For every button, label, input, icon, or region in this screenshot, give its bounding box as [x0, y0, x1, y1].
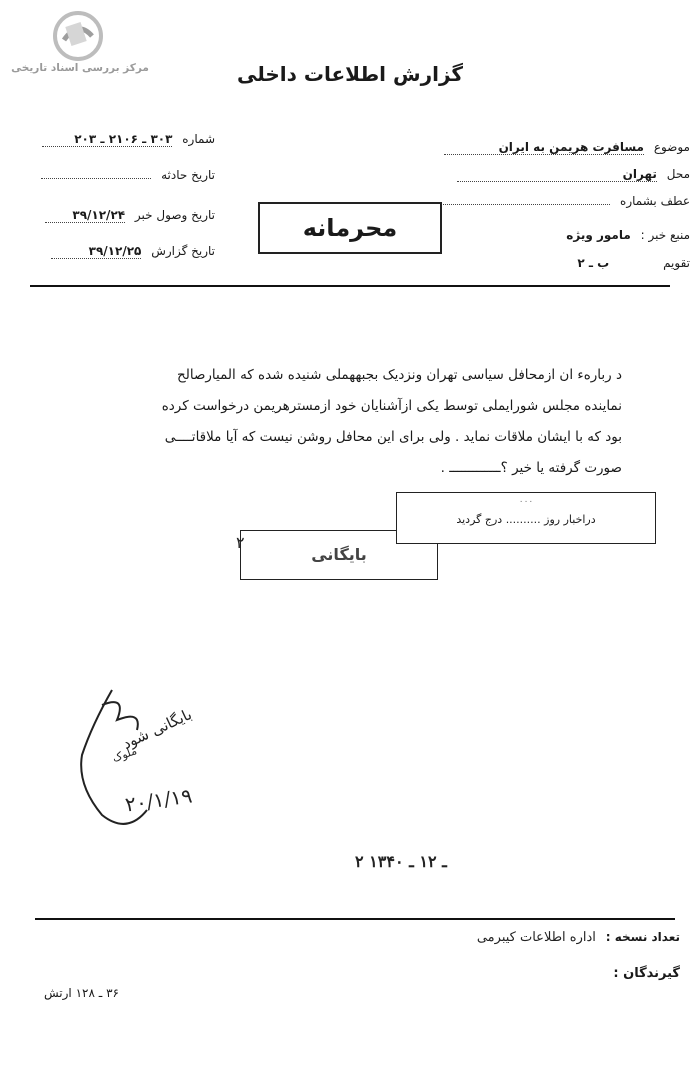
footer-recipients: گیرندگان :	[613, 966, 680, 981]
field-source-label: منبع خبر :	[640, 228, 690, 242]
header-divider	[30, 285, 670, 287]
archive-number: ۲	[236, 533, 245, 552]
field-event-date-value	[41, 178, 151, 179]
field-number-value: ۳۰۳ ـ ۲۱۰۶ ـ ۲۰۳	[42, 132, 172, 147]
handwritten-note: بایگانی شود	[119, 705, 195, 753]
newspaper-stamp-small: ۰۰۰	[518, 497, 534, 507]
field-received-date	[10, 208, 215, 223]
footer-divider	[35, 918, 675, 920]
handwritten-date: ۲۰/۱/۱۹	[123, 783, 194, 817]
field-number	[10, 132, 215, 147]
confidential-stamp: محرمانه	[258, 202, 442, 254]
body-line: بود که با ایشان ملاقات نماید . ولی برای این محافل روشن نیست که آیا ملاقاتــــی	[164, 429, 622, 445]
archive-hand-stamp: بایگانی	[240, 530, 438, 580]
field-number-label: شماره	[182, 132, 215, 146]
form-number: ۳۶ ـ ۱۲۸ ارتش	[44, 986, 119, 1000]
field-reference-value	[440, 204, 610, 205]
field-subject	[430, 140, 690, 155]
footer-copies-value: اداره اطلاعات کیبرمی	[476, 930, 596, 945]
field-location-value: تهران	[457, 167, 657, 182]
body-line: صورت گرفته یا خیر ؟ـــــــــــــ .	[440, 460, 622, 476]
footer-copies-label: تعداد نسخه :	[605, 930, 680, 944]
field-event-date	[10, 168, 215, 182]
body-line: د ربارهء ان ازمحافل سیاسی تهران ونزدیک بجبههملی شنیده شده که المیارصالح	[177, 367, 622, 383]
report-body	[62, 360, 622, 484]
field-subject-value: مسافرت هریمن به ایران	[444, 140, 644, 155]
field-location-label: محل	[666, 167, 690, 181]
field-source-value: مامور ویژه	[566, 228, 631, 242]
field-reference-label: عطف بشماره	[620, 194, 690, 208]
archive-caption: مرکز بررسی اسناد تاریخی	[11, 62, 149, 74]
field-received-date-label: تاریخ وصول خبر	[134, 208, 215, 222]
archive-logo-icon	[52, 10, 104, 62]
field-source	[490, 228, 690, 242]
report-title: گزارش اطلاعات داخلی	[236, 62, 464, 86]
field-location	[430, 167, 690, 182]
field-event-date-label: تاریخ حادثه	[161, 168, 215, 182]
document-date: ۲ ـ ۱۲ ـ ۱۳۴۰	[355, 852, 447, 871]
field-received-date-value: ۳۹/۱۲/۲۴	[45, 208, 125, 223]
field-rating	[490, 256, 690, 270]
field-rating-value: ب ـ ۲	[577, 256, 610, 270]
field-reference	[430, 194, 690, 208]
field-report-date	[10, 244, 215, 259]
body-line: نماینده مجلس شورایملی توسط یکی ازآشنایان خود ازمسترهریمن درخواست کرده	[161, 398, 622, 414]
newspaper-stamp-text: دراخبار روز .......... درج گردید	[456, 513, 596, 526]
footer-copies	[420, 930, 680, 945]
field-report-date-label: تاریخ گزارش	[151, 244, 215, 258]
field-rating-label: تقویم	[663, 256, 690, 270]
handwritten-sub: ملوک	[110, 744, 139, 765]
newspaper-stamp	[396, 492, 656, 544]
field-subject-label: موضوع	[653, 140, 690, 154]
field-report-date-value: ۳۹/۱۲/۲۵	[51, 244, 141, 259]
